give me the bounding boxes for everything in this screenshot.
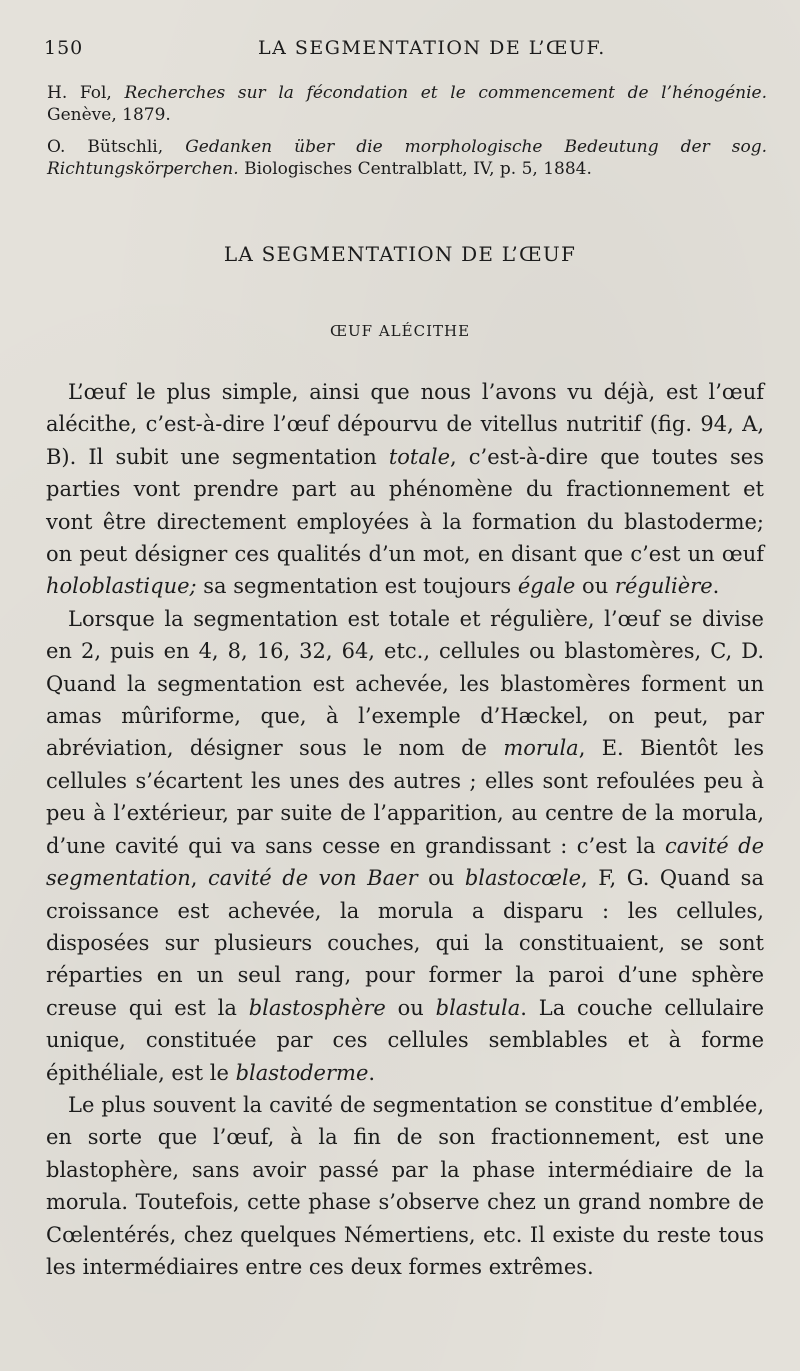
- text-run: , c’est-à-dire que toutes ses parties vont prendre part au phénomène du fractionnement et vont être directement employées à la formation du blastoderme; on peut désigner ces qualités d’un mot, en disant que c’est un œuf: [46, 444, 764, 567]
- italic-term: blastosphère: [248, 995, 386, 1020]
- italic-term: blastocœle: [464, 866, 582, 891]
- text-run: L’œuf le plus simple, ainsi que nous l’avons vu déjà, est l’œuf alécithe, c’est-à-dire l’œuf dépourvu de vitellus nutritif (fig. 94, A, B). Il subit une segmentation: [46, 380, 764, 469]
- italic-term: blastoderme: [235, 1060, 369, 1085]
- subsection-title: ŒUF ALÉCITHE: [329, 322, 471, 340]
- body-text: [46, 376, 764, 1283]
- reference-details: Genève, 1879.: [47, 105, 171, 125]
- text-run: ou: [575, 574, 615, 599]
- italic-term: morula: [503, 736, 579, 761]
- text-run: sa segmentation est toujours: [196, 574, 518, 599]
- italic-term: cavité de von Baer: [208, 866, 418, 891]
- paragraph: [46, 1089, 764, 1283]
- page-number: 150: [44, 37, 84, 59]
- text-run: .: [712, 574, 720, 599]
- italic-term: totale: [388, 444, 451, 469]
- text-run: Le plus souvent la cavité de segmentation se constitue d’emblée, en sorte que l’œuf, à la fin de son fractionnement, est une blastophère, sans avoir passé par la phase intermédiaire de la morula. Toutefois, cette phase s’observe chez un grand nombre de Cœlentérés, chez quelques Némertiens, etc. Il existe du reste tous les intermédiaires entre ces deux formes extrêmes.: [46, 1092, 764, 1279]
- running-title: LA SEGMENTATION DE L’ŒUF.: [258, 37, 606, 59]
- paragraph: [46, 603, 764, 1089]
- text-run: , F, G. Quand sa croissance est achevée, la morula a disparu : les cellules, disposées sur plusieurs couches, qui la constituaient, se sont réparties en un seul rang, pour former la paroi d’une sphère creuse qui est la: [46, 866, 764, 1020]
- bibliography: [47, 82, 767, 190]
- reference-details: Biologisches Centralblatt, IV, p. 5, 1884.: [238, 159, 592, 179]
- italic-term: blastula: [435, 995, 521, 1020]
- paragraph: [46, 376, 764, 603]
- text-run: ,: [190, 866, 208, 891]
- text-run: ou: [417, 866, 465, 891]
- text-run: , E. Bientôt les cellules s’écartent les unes des autres ; elles sont refoulées peu à peu à l’extérieur, par suite de l’apparition, au centre de la morula, d’une cavité qui va sans cesse en grandissant : c’est la: [46, 736, 764, 858]
- text-run: ou: [385, 995, 436, 1020]
- reference-author: H. Fol,: [47, 83, 125, 103]
- text-run: . La couche cellulaire unique, constituée par ces cellules semblables et à forme épithéliale, est le: [46, 995, 764, 1085]
- running-head: [0, 37, 800, 69]
- italic-term: holoblastique;: [46, 574, 197, 599]
- italic-term: cavité de segmentation: [46, 833, 764, 891]
- text-run: Lorsque la segmentation est totale et régulière, l’œuf se divise en 2, puis en 4, 8, 16, 32, 64, etc., cellules ou blastomères, C, D. Quand la segmentation est achevée, les blastomères forment un amas mûriforme, que, à l’exemple d’Hæckel, on peut, par abréviation, désigner sous le nom de: [46, 606, 764, 761]
- italic-term: égale: [517, 574, 576, 599]
- text-run: .: [368, 1060, 376, 1085]
- reference-butschli: [47, 136, 767, 180]
- reference-fol: [47, 82, 767, 126]
- reference-title: Gedanken über die morphologische Bedeutung der sog. Richtungskörperchen.: [47, 137, 767, 179]
- reference-title: Recherches sur la fécondation et le commencement de l’hénogénie.: [124, 83, 768, 103]
- italic-term: régulière: [614, 574, 713, 599]
- reference-author: O. Bütschli,: [47, 137, 186, 157]
- section-title: LA SEGMENTATION DE L’ŒUF: [223, 242, 577, 266]
